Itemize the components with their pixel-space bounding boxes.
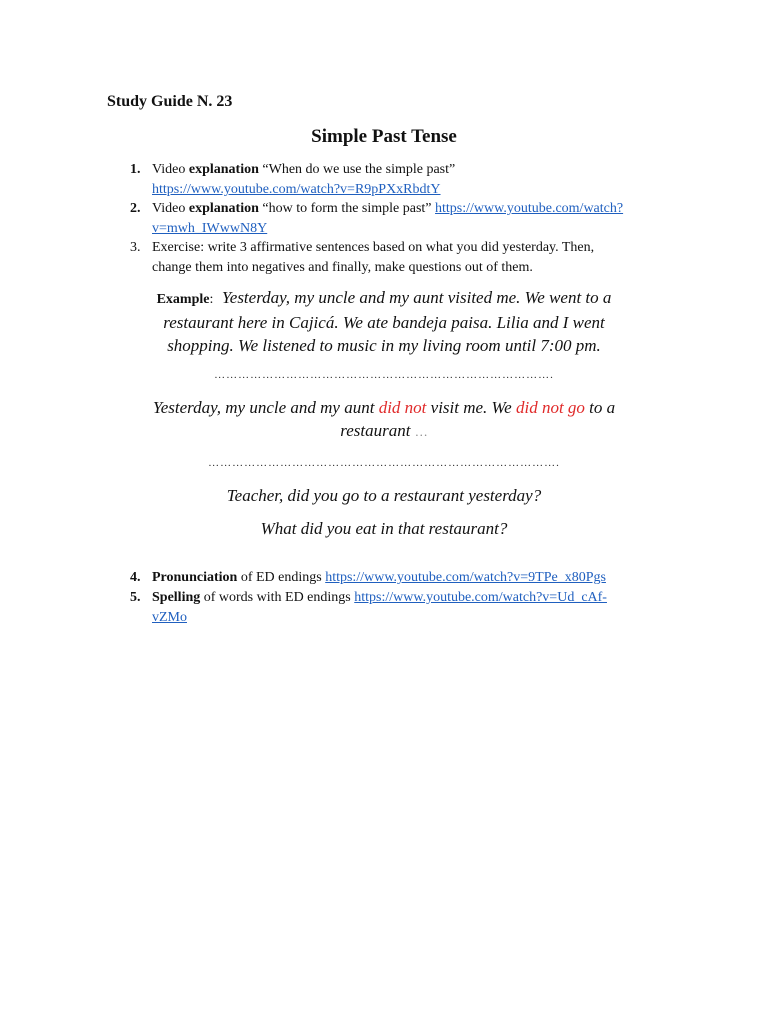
item-text: “how to form the simple past” [258, 201, 436, 216]
question-2: What did you eat in that restaurant? [260, 519, 508, 538]
item-text: “When do we use the simple past” [258, 162, 456, 177]
item-number: 3. [130, 240, 141, 255]
example-line: Yesterday, my uncle and my aunt visited me. We went to a [221, 288, 612, 307]
example-line: shopping. We listened to music in my living room until 7:00 pm. [167, 336, 601, 355]
list-item-1 [130, 160, 456, 200]
item-number: 4. [130, 570, 141, 585]
item-text: Video [152, 201, 189, 216]
item-bold-text: Spelling [152, 590, 201, 605]
example-colon: : [209, 292, 214, 307]
youtube-link-2-part2[interactable]: v=mwh_IWwwN8Y [152, 221, 268, 236]
item-text: of ED endings [237, 570, 326, 585]
item-bold-text: Pronunciation [152, 570, 238, 585]
item-text: change them into negatives and finally, make questions out of them. [152, 260, 533, 275]
negative-highlight: did not [378, 398, 427, 417]
item-number: 1. [130, 162, 141, 177]
list-item-3 [130, 238, 595, 278]
page-title: Simple Past Tense [311, 126, 457, 147]
item-number: 5. [130, 590, 141, 605]
list-item-5 [130, 588, 607, 628]
youtube-link-1[interactable]: https://www.youtube.com/watch?v=R9pPXxRbdtY [152, 182, 441, 197]
item-bold-text: explanation [188, 162, 259, 177]
negative-sentence [130, 396, 638, 443]
dotted-line: …………………………………………………………………………. [214, 369, 554, 381]
youtube-link-5-part2[interactable]: vZMo [152, 610, 187, 625]
youtube-link-4[interactable]: https://www.youtube.com/watch?v=9TPe_x80Pgs [325, 570, 606, 585]
item-text: Exercise: write 3 affirmative sentences based on what you did yesterday. Then, [152, 240, 595, 255]
example-line: Yesterday, my uncle and my aunt [152, 398, 379, 417]
example-line: restaurant [340, 421, 415, 440]
negative-highlight: did not go [515, 398, 585, 417]
youtube-link-2-part1[interactable]: https://www.youtube.com/watch? [435, 201, 624, 216]
item-text: Video [152, 162, 189, 177]
list-item-4 [130, 568, 606, 588]
dotted-line: ……………………………………………………………………………. [208, 457, 560, 469]
youtube-link-5-part1[interactable]: https://www.youtube.com/watch?v=Ud_cAf- [354, 590, 607, 605]
guide-title: Study Guide N. 23 [107, 93, 233, 110]
question-1: Teacher, did you go to a restaurant yesterday? [226, 486, 542, 505]
ellipsis: … [414, 424, 428, 439]
list-item-2 [130, 199, 624, 239]
example-line: restaurant here in Cajicá. We ate bandeja paisa. Lilia and I went [163, 313, 605, 332]
item-text: of words with ED endings [200, 590, 355, 605]
item-number: 2. [130, 201, 141, 216]
item-bold-text: explanation [188, 201, 259, 216]
example-line: to a [584, 398, 616, 417]
example-line: visit me. We [426, 398, 516, 417]
example-paragraph [130, 286, 638, 357]
example-label: Example [156, 292, 210, 307]
